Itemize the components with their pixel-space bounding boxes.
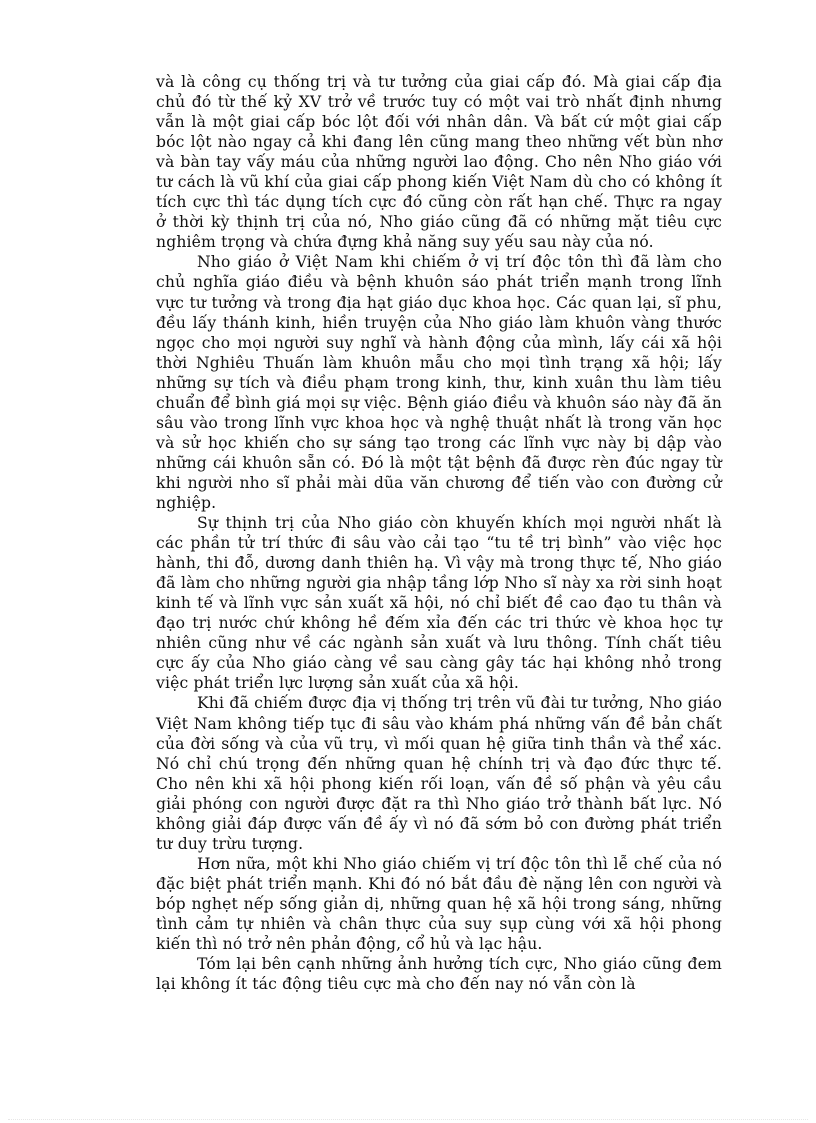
paragraph: Tóm lại bên cạnh những ảnh hưởng tích cực, Nho giáo cũng đem lại không ít tác động tiêu cực mà cho đến nay nó vẫn còn là [156, 955, 722, 994]
paragraph: Khi đã chiếm được địa vị thống trị trên vũ đài tư tưởng, Nho giáo Việt Nam không tiếp tục đi sâu vào khám phá những vấn đề bản chất của đời sống và của vũ trụ, vì mối quan hệ giữa tinh thần và thể xác. Nó chỉ chú trọng đến những quan hệ chính trị và đạo đức thực tế. Cho nên khi xã hội phong kiến rối loạn, vấn đề số phận và yêu cầu giải phóng con người được đặt ra thì Nho giáo trở thành bất lực. Nó không giải đáp được vấn đề ấy vì nó đã sớm bỏ con đường phát triển tư duy trừu tượng. [156, 694, 722, 853]
page-bottom-divider [8, 1119, 808, 1120]
paragraph: Nho giáo ở Việt Nam khi chiếm ở vị trí độc tôn thì đã làm cho chủ nghĩa giáo điều và bệnh khuôn sáo phát triển mạnh trong lĩnh vực tư tưởng và trong địa hạt giáo dục khoa học. Các quan lại, sĩ phu, đều lấy thánh kinh, hiền truyện của Nho giáo làm khuôn vàng thước ngọc cho mọi người suy nghĩ và hành động của mình, lấy cái xã hội thời Nghiêu Thuấn làm khuôn mẫu cho mọi tình trạng xã hội; lấy những sự tích và điều phạm trong kinh, thư, kinh xuân thu làm tiêu chuẩn để bình giá mọi sự việc. Bệnh giáo điều và khuôn sáo này đã ăn sâu vào trong lĩnh vực khoa học và nghệ thuật nhất là trong văn học và sử học khiến cho sự sáng tạo trong các lĩnh vực này bị dập vào những cái khuôn sẵn có. Đó là một tật bệnh đã được rèn đúc ngay từ khi người nho sĩ phải mài dũa văn chương để tiến vào con đường cử nghiệp. [156, 253, 722, 512]
paragraph-continuation: và là công cụ thống trị và tư tưởng của giai cấp đó. Mà giai cấp địa chủ đó từ thế kỷ XV trở về trước tuy có một vai trò nhất định nhưng vẫn là một giai cấp bóc lột đối với nhân dân. Và bất cứ một giai cấp bóc lột nào ngay cả khi đang lên cũng mang theo những vết bùn nhơ và bàn tay vấy máu của những người lao động. Cho nên Nho giáo với tư cách là vũ khí của giai cấp phong kiến Việt Nam dù cho có không ít tích cực thì tác dụng tích cực đó cũng còn rất hạn chế. Thực ra ngay ở thời kỳ thịnh trị của nó, Nho giáo cũng đã có những mặt tiêu cực nghiêm trọng và chứa đựng khả năng suy yếu sau này của nó. [156, 73, 722, 252]
body-text [156, 72, 722, 994]
paragraph: Sự thịnh trị của Nho giáo còn khuyến khích mọi người nhất là các phần tử trí thức đi sâu vào cải tạo “tu tề trị bình” vào việc học hành, thi đỗ, dương danh thiên hạ. Vì vậy mà trong thực tế, Nho giáo đã làm cho những người gia nhập tầng lớp Nho sĩ này xa rời sinh hoạt kinh tế và lĩnh vực sản xuất xã hội, nó chỉ biết đề cao đạo tu thân và đạo trị nước chứ không hề đếm xỉa đến các tri thức vè khoa học tự nhiên cũng như về các ngành sản xuất và lưu thông. Tính chất tiêu cực ấy của Nho giáo càng về sau càng gây tác hại không nhỏ trong việc phát triển lực lượng sản xuất của xã hội. [156, 514, 722, 693]
paragraph: Hơn nữa, một khi Nho giáo chiếm vị trí độc tôn thì lễ chế của nó đặc biệt phát triển mạnh. Khi đó nó bắt đầu đè nặng lên con người và bóp nghẹt nếp sống giản dị, những quan hệ xã hội trong sáng, những tình cảm tự nhiên và chân thực của suy sụp cùng với xã hội phong kiến thì nó trở nên phản động, cổ hủ và lạc hậu. [156, 854, 722, 954]
